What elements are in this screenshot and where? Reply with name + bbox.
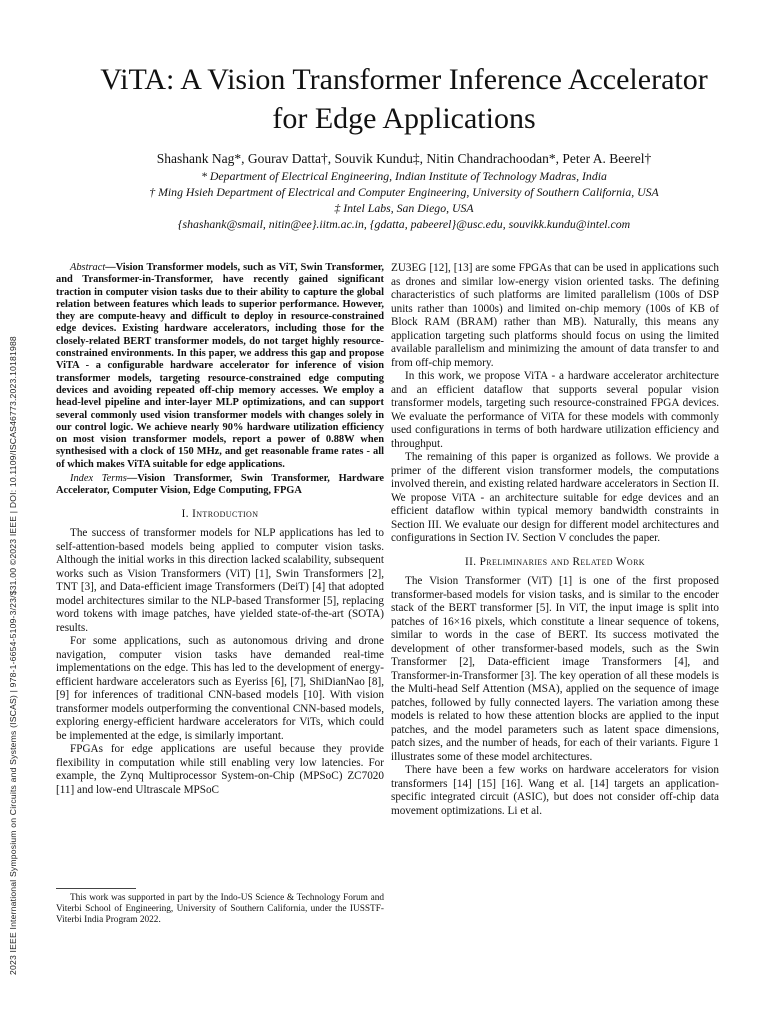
affiliation-usc: † Ming Hsieh Department of Electrical and Computer Engineering, University of Southern California, USA bbox=[149, 185, 659, 199]
index-terms bbox=[56, 473, 384, 498]
title-line-2: for Edge Applications bbox=[272, 102, 536, 135]
affiliation-intel: ‡ Intel Labs, San Diego, USA bbox=[334, 201, 474, 215]
section-heading-preliminaries bbox=[391, 556, 719, 570]
section-number: I. bbox=[181, 507, 189, 520]
prelim-paragraph-2: There have been a few works on hardware accelerators for vision transformers [14] [15] [16]. Wang et al. [14] targets an application-specific integrated circuit (ASIC), but does not consider off-chip data movement optimizations. Li et al. bbox=[391, 764, 719, 817]
doi-sidebar: 2023 IEEE International Symposium on Circuits and Systems (ISCAS) | 978-1-6654-5109-3/23/$31.00 ©2023 IEEE | DOI: 10.1109/ISCAS46773.2023.10181988 bbox=[8, 336, 18, 975]
left-column bbox=[56, 262, 384, 797]
section-title: Preliminaries and Related Work bbox=[479, 555, 645, 568]
right-column bbox=[391, 262, 719, 818]
prelim-paragraph-1: The Vision Transformer (ViT) [1] is one of the first proposed transformer-based models for vision tasks, and is similar to the encoder stack of the BERT transformer [5]. In ViT, the input image is split into patches of 16×16 pixels, which constitute a linear sequence of tokens, similar to words in the case of BERT. Its success motivated the development of other transformer-based models, such as the Swin Transformer [2], Data-efficient image Transformers [4], and Transformer-in-Transformer [3]. The key operation of all these models is the Multi-head Self Attention (MSA), applied on the sequence of image patches, followed by fully connected layers. The variation among these models is related to how these attention blocks are applied to the input patches, and the model parameters such as latent space dimensions, patch sizes, and the number of heads, for each of their variants. Figure 1 illustrates some of these model architectures. bbox=[391, 575, 719, 763]
intro-paragraph-4: In this work, we propose ViTA - a hardware accelerator architecture and an efficient dataflow that supports several popular vision transformer models, targeting such resource-constrained FPGA devices. We evaluate the performance of ViTA for these models with commonly used configurations in terms of both hardware utilization efficiency and throughput. bbox=[391, 370, 719, 450]
intro-paragraph-3: FPGAs for edge applications are useful because they provide flexibility in computation while still enabling very low latencies. For example, the Zynq Multiprocessor System-on-Chip (MPSoC) ZC7020 [11] and low-end Ultrascale MPSoC bbox=[56, 743, 384, 796]
section-heading-introduction bbox=[56, 508, 384, 522]
affiliation-iitm: * Department of Electrical Engineering, Indian Institute of Technology Madras, India bbox=[201, 169, 607, 183]
abstract-text: —Vision Transformer models, such as ViT, Swin Transformer, and Transformer-in-Transformer, have recently gained significant traction in computer vision tasks due to their ability to capture the global relation between features which leads to superior performance. However, they are compute-heavy and difficult to deploy in resource-constrained edge devices. Existing hardware accelerators, including those for the closely-related BERT transformer models, do not target highly resource-constrained environments. In this paper, we address this gap and propose ViTA - a configurable hardware accelerator for inference of vision transformer models, targeting resource-constrained edge computing devices and avoiding repeated off-chip memory accesses. We employ a head-level pipeline and inter-layer MLP optimizations, and can support several commonly used vision transformer models with changes solely in our control logic. We achieve nearly 90% hardware utilization efficiency on most vision transformer models, report a power of 0.88W when synthesised with a clock of 150 MHz, and get reasonable frame rates - all of which makes ViTA suitable for edge applications. bbox=[56, 262, 384, 470]
section-title: Introduction bbox=[192, 507, 259, 520]
footnote bbox=[56, 893, 384, 926]
title-line-1: ViTA: A Vision Transformer Inference Accelerator bbox=[100, 63, 708, 96]
intro-paragraph-continued: ZU3EG [12], [13] are some FPGAs that can be used in applications such as drones and similar low-energy vision oriented tasks. The defining characteristics of such platforms are limited parallelism (100s of DSP units rather than 1000s) and limited on-chip memory (100s of KB of Block RAM (BRAM) rather than MB). Naturally, this means any application targeting such platforms should focus on using the limited available parallelism and minimizing the amount of data transfer to and from off-chip memory. bbox=[391, 262, 719, 369]
index-terms-text: —Vision Transformer, Swin Transformer, Hardware Accelerator, Computer Vision, Edge Computing, FPGA bbox=[56, 473, 384, 497]
intro-paragraph-5: The remaining of this paper is organized as follows. We provide a primer of the different vision transformer models, the computations involved therein, and existing related hardware accelerators in Section II. We propose ViTA - an architecture suitable for edge devices and an efficient dataflow within typical memory bandwidth constraints in Section III. We evaluate our design for different model architectures and configurations in Section IV. Section V concludes the paper. bbox=[391, 451, 719, 544]
funding-footnote: This work was supported in part by the Indo-US Science & Technology Forum and Viterbi School of Engineering, University of Southern California, under the IUSSTF-Viterbi India Program 2022. bbox=[56, 893, 384, 925]
index-terms-label: Index Terms bbox=[70, 473, 127, 485]
intro-paragraph-1: The success of transformer models for NLP applications has led to self-attention-based models being applied to computer vision tasks. Although the initial works in this direction lacked scalability, subsequent works such as Vision Transformers (ViT) [1], Swin Transformers [2], TNT [3], and Data-efficient image Transformers (DeiT) [4] that adopted model architectures similar to the NLP-based Transformer [5], replacing word tokens with image patches, have yielded state-of-the-art (SOTA) results. bbox=[56, 527, 384, 634]
section-number: II. bbox=[465, 555, 477, 568]
abstract bbox=[56, 262, 384, 471]
paper-title bbox=[50, 60, 758, 138]
footnote-rule bbox=[56, 888, 136, 889]
intro-paragraph-2: For some applications, such as autonomous driving and drone navigation, computer vision tasks have demanded real-time implementations on the edge. This has led to the development of energy-efficient hardware accelerators such as Eyeriss [6], [7], ShiDianNao [8], [9] for inferences of traditional CNN-based models [10]. With vision transformer models outperforming the conventional CNN-based models, exploring energy-efficient hardware accelerators for ViTs, which could be implemented at the edge, is similarly important. bbox=[56, 635, 384, 742]
abstract-label: Abstract bbox=[70, 262, 106, 273]
author-list: Shashank Nag*, Gourav Datta†, Souvik Kundu‡, Nitin Chandrachoodan*, Peter A. Beerel† bbox=[156, 151, 652, 166]
author-emails: {shashank@smail, nitin@ee}.iitm.ac.in, {gdatta, pabeerel}@usc.edu, souvikk.kundu@intel.com bbox=[177, 217, 631, 231]
